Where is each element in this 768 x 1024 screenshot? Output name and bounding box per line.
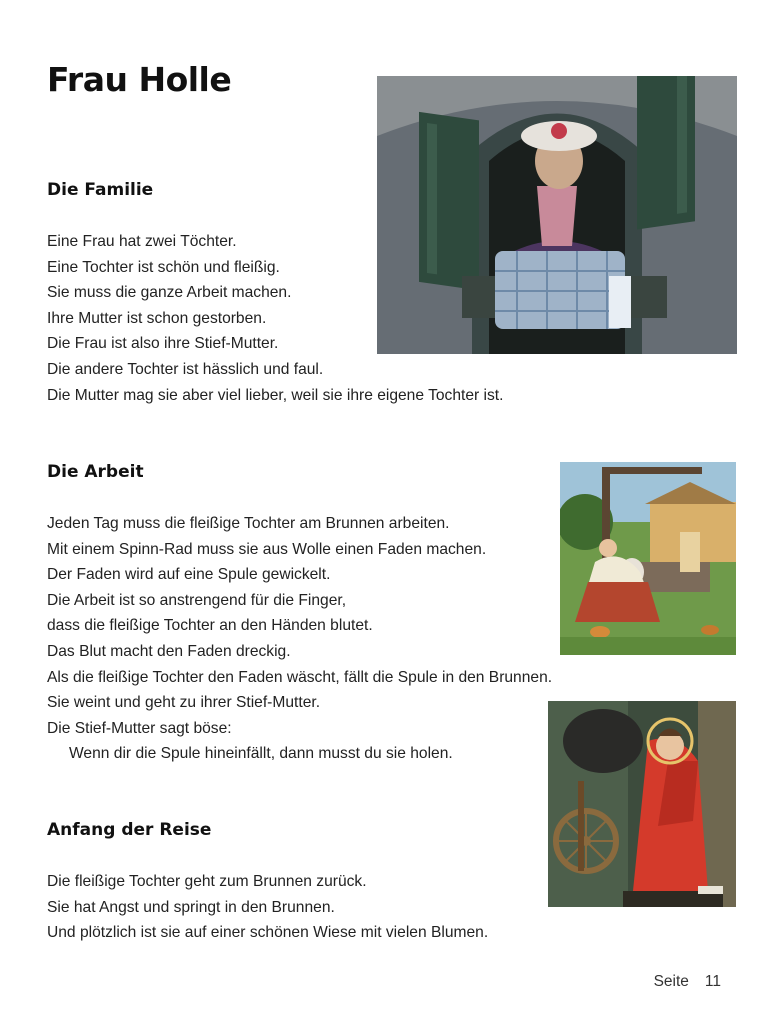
text-line: Die Mutter mag sie aber viel lieber, weil sie ihre eigene Tochter ist. — [47, 386, 504, 404]
text-line: Sie weint und geht zu ihrer Stief-Mutter. — [47, 694, 321, 712]
text-line: Jeden Tag muss die fleißige Tochter am Brunnen arbeiten. — [47, 515, 450, 532]
text-line: Das Blut macht den Faden dreckig. — [47, 642, 291, 660]
text-line: Ihre Mutter ist schon gestorben. — [47, 309, 267, 327]
section-heading-familie: Die Familie — [47, 180, 154, 200]
spinning-wheel-image — [548, 701, 736, 907]
text-line: Die fleißige Tochter geht zum Brunnen zurück. — [47, 873, 367, 890]
text-line: Die Arbeit ist so anstrengend für die Finger, — [47, 591, 347, 609]
page-number: 11 — [704, 973, 721, 990]
page-footer — [654, 973, 721, 991]
text-line: Sie hat Angst und springt in den Brunnen. — [47, 898, 335, 916]
text-line: Die andere Tochter ist hässlich und faul. — [47, 360, 324, 378]
well-spinning-image — [560, 462, 736, 655]
section-heading-arbeit: Die Arbeit — [47, 462, 144, 482]
quote-line: Wenn dir die Spule hineinfällt, dann musst du sie holen. — [69, 745, 453, 763]
section-text-reise — [47, 869, 488, 946]
text-line: Und plötzlich ist sie auf einer schönen Wiese mit vielen Blumen. — [47, 924, 489, 942]
page-title: Frau Holle — [47, 60, 232, 99]
text-line: Sie muss die ganze Arbeit machen. — [47, 284, 292, 302]
page-label: Seite — [653, 973, 689, 990]
text-line: dass die fleißige Tochter an den Händen blutet. — [47, 617, 373, 635]
text-line: Die Stief-Mutter sagt böse: — [47, 719, 232, 737]
text-line: Der Faden wird auf eine Spule gewickelt. — [47, 566, 331, 584]
text-line: Als die fleißige Tochter den Faden wäscht, fällt die Spule in den Brunnen. — [47, 668, 553, 686]
section-text-familie — [47, 229, 503, 408]
text-line: Eine Frau hat zwei Töchter. — [47, 233, 237, 250]
text-line: Die Frau ist also ihre Stief-Mutter. — [47, 335, 279, 353]
section-text-arbeit — [47, 511, 552, 767]
text-line: Mit einem Spinn-Rad muss sie aus Wolle einen Faden machen. — [47, 540, 487, 558]
section-heading-reise: Anfang der Reise — [47, 820, 212, 840]
text-line: Eine Tochter ist schön und fleißig. — [47, 258, 280, 276]
